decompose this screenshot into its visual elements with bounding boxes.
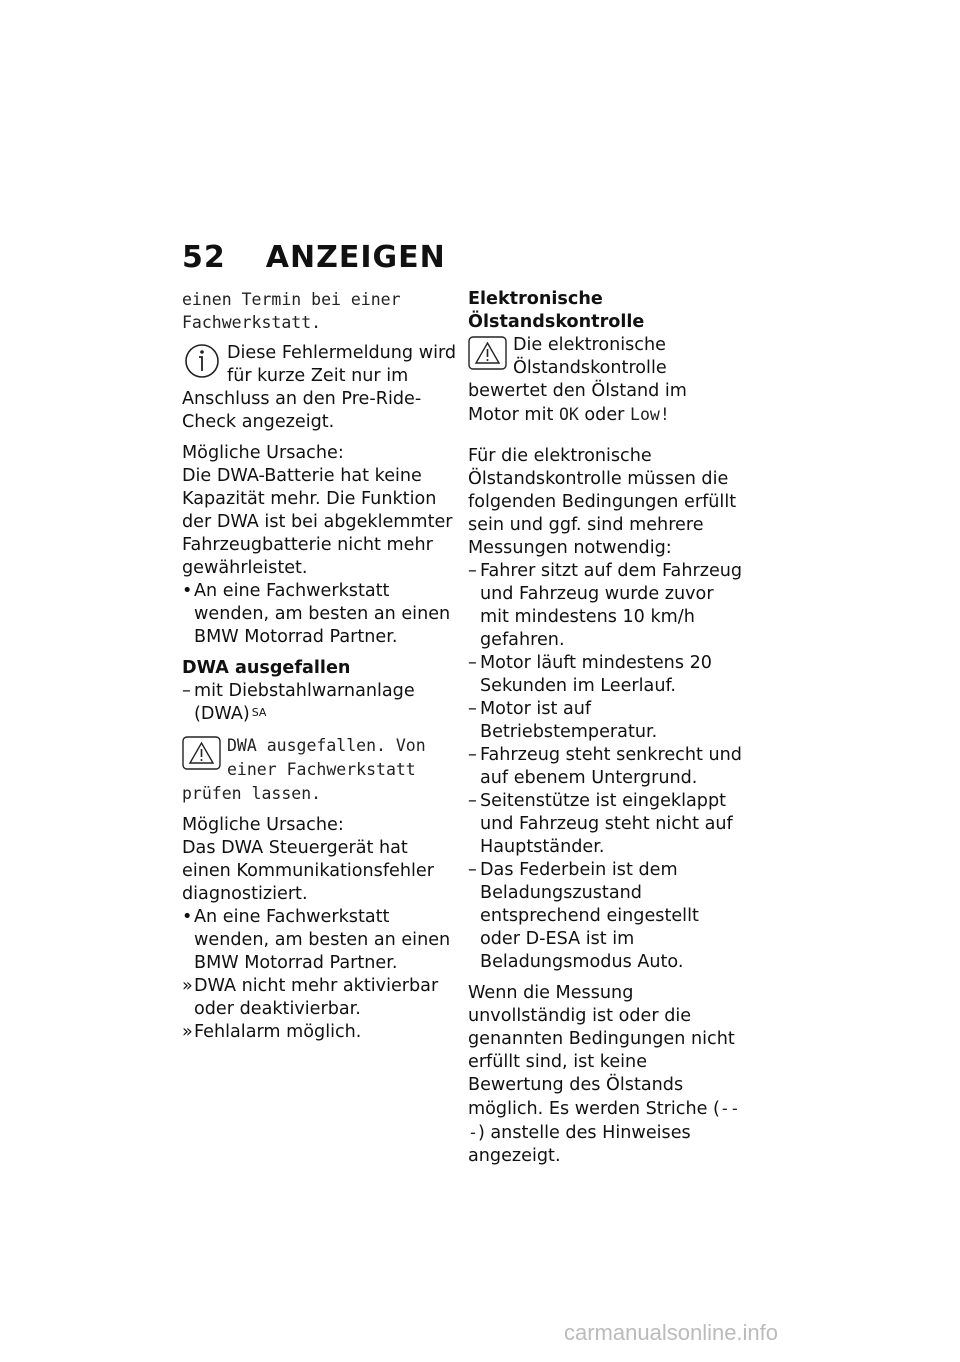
list-item: » DWA nicht mehr aktivierbar oder deaktivierbar.: [182, 976, 439, 1019]
page-header: [182, 240, 446, 275]
right-column: [468, 288, 743, 1176]
list-item: » Fehlalarm möglich.: [182, 1022, 362, 1042]
warning-triangle-icon: [182, 734, 222, 772]
oil-warning-or: oder: [584, 405, 625, 425]
conditions-list: [468, 560, 743, 974]
dwa-warning-note: [182, 734, 457, 806]
option-superscript: SA: [251, 706, 267, 719]
cause-label: Mögliche Ursache:: [182, 443, 344, 463]
action-list: [182, 906, 457, 1044]
watermark: carmanualsonline.info: [564, 1320, 779, 1345]
section-heading-oil: Elektronische Ölstandskontrolle: [468, 289, 645, 332]
oil-warning-text: Die elektronische Ölstandskontrolle bewertet den Ölstand im Motor mit: [468, 335, 687, 425]
list-item: – Fahrer sitzt auf dem Fahrzeug und Fahrzeug wurde zuvor mit mindestens 10 km/h gefahren.: [468, 561, 743, 650]
section-heading-dwa: DWA ausgefallen: [182, 658, 351, 678]
list-item: – Fahrzeug steht senkrecht und auf ebenem Untergrund.: [468, 745, 742, 788]
left-column: [182, 288, 457, 1044]
action-list: [182, 580, 457, 649]
cause-label: Mögliche Ursache:: [182, 815, 344, 835]
list-item: – Motor läuft mindestens 20 Sekunden im Leerlauf.: [468, 653, 712, 696]
cause-text: Das DWA Steuergerät hat einen Kommunikationsfehler diagnostiziert.: [182, 838, 434, 904]
list-item: • An eine Fachwerkstatt wenden, am besten an einen BMW Motorrad Partner.: [182, 907, 451, 973]
info-note-text: Diese Fehlermeldung wird für kurze Zeit nur im Anschluss an den Pre-Ride-Check angezeigt.: [182, 343, 457, 432]
info-icon: [182, 342, 222, 380]
dwa-warning-text: DWA ausgefallen. Von einer Fachwerkstatt prüfen lassen.: [182, 736, 426, 803]
measurement-note: Wenn die Messung unvollständig ist oder die genannten Bedingungen nicht erfüllt sind, ist keine Bewertung des Ölstands möglich. Es werden Striche (---) anstelle des Hinweises angezeigt.: [468, 983, 740, 1166]
continued-message: einen Termin bei einer Fachwerkstatt.: [182, 290, 401, 332]
list-item: • An eine Fachwerkstatt wenden, am besten an einen BMW Motorrad Partner.: [182, 581, 451, 647]
page-title: ANZEIGEN: [265, 240, 446, 275]
list-item: – Motor ist auf Betriebstemperatur.: [468, 699, 658, 742]
oil-warning-note: [468, 334, 743, 427]
warning-triangle-icon: [468, 334, 508, 372]
page-number: 52: [182, 240, 226, 275]
dashes-indicator: ---: [468, 1099, 740, 1142]
list-item: – Das Federbein ist dem Beladungszustand entsprechend eingestellt oder D-ESA ist im Beladungsmodus Auto.: [468, 860, 699, 972]
status-low: Low!: [630, 405, 670, 424]
info-note: [182, 342, 457, 434]
dwa-condition-list: [182, 680, 457, 726]
list-item: – Seitenstütze ist eingeklappt und Fahrzeug steht nicht auf Hauptständer.: [468, 791, 733, 857]
conditions-intro: Für die elektronische Ölstandskontrolle müssen die folgenden Bedingungen erfüllt sein und ggf. sind mehrere Messungen notwendig:: [468, 446, 737, 558]
status-ok: OK: [558, 405, 579, 424]
list-item: – mit Diebstahlwarnanlage (DWA) $^{SA}$: [182, 681, 415, 724]
cause-text: Die DWA-Batterie hat keine Kapazität mehr. Die Funktion der DWA ist bei abgeklemmter Fahrzeugbatterie nicht mehr gewährleistet.: [182, 466, 453, 578]
